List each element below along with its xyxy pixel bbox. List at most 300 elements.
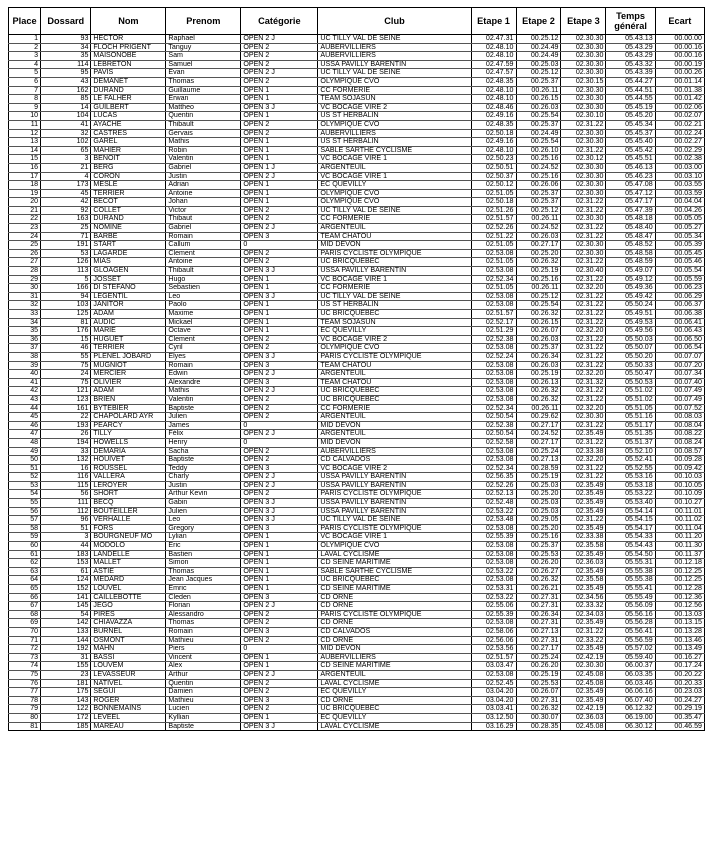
cell-dossard: 65 [41,146,91,155]
table-row [9,370,705,379]
cell-place: 5 [9,69,41,78]
table-row [9,430,705,439]
cell-temps-general: 05.55.38 [606,567,655,576]
table-row [9,542,705,551]
cell-etape-3: 02.31.22 [561,464,606,473]
cell-etape-2: 00.25.03 [516,60,561,69]
cell-club: CD ORNE [318,696,471,705]
cell-etape-1: 02.51.05 [471,284,516,293]
table-row [9,602,705,611]
cell-place: 65 [9,585,41,594]
cell-ecart: 00.06.37 [655,301,704,310]
cell-place: 57 [9,516,41,525]
cell-place: 32 [9,301,41,310]
cell-prenom: Alexandre [166,378,241,387]
cell-etape-1: 02.47.59 [471,60,516,69]
cell-dossard: 75 [41,361,91,370]
cell-temps-general: 05.51.16 [606,413,655,422]
cell-prenom: Antoine [166,189,241,198]
cell-etape-3: 02.31.22 [561,361,606,370]
cell-temps-general: 05.54.17 [606,524,655,533]
cell-nom: CHIAVAZZA [91,619,166,628]
cell-etape-1: 02.52.34 [471,404,516,413]
cell-ecart: 00.06.23 [655,284,704,293]
cell-ecart: 00.20.22 [655,670,704,679]
cell-place: 56 [9,507,41,516]
cell-prenom: Hugo [166,275,241,284]
cell-prenom: Félix [166,430,241,439]
cell-club: TEAM SOJASUN [318,318,471,327]
cell-place: 8 [9,95,41,104]
cell-club: AUBERVILLIERS [318,447,471,456]
cell-place: 70 [9,627,41,636]
cell-place: 2 [9,43,41,52]
cell-categorie: OPEN 3 J [241,292,318,301]
table-row [9,705,705,714]
cell-ecart: 00.05.45 [655,249,704,258]
cell-dossard: 61 [41,567,91,576]
cell-etape-1: 03.12.50 [471,713,516,722]
cell-nom: MARIE [91,327,166,336]
cell-prenom: Valentin [166,155,241,164]
cell-etape-1: 02.51.05 [471,189,516,198]
cell-etape-3: 02.45.08 [561,679,606,688]
cell-categorie: 0 [241,421,318,430]
cell-etape-3: 02.30.30 [561,181,606,190]
cell-categorie: OPEN 2 [241,679,318,688]
cell-dossard: 102 [41,138,91,147]
cell-place: 10 [9,112,41,121]
cell-prenom: Sam [166,52,241,61]
cell-etape-2: 00.26.11 [516,284,561,293]
cell-dossard: 181 [41,679,91,688]
cell-categorie: OPEN 2 J [241,224,318,233]
cell-temps-general: 05.57.02 [606,645,655,654]
cell-etape-1: 02.51.57 [471,653,516,662]
cell-temps-general: 05.56.28 [606,619,655,628]
table-row [9,550,705,559]
cell-nom: MIAS [91,258,166,267]
cell-dossard: 104 [41,112,91,121]
cell-club: PARIS CYCLISTE OLYMPIQUE [318,490,471,499]
cell-etape-3: 02.30.30 [561,43,606,52]
table-row [9,645,705,654]
cell-etape-1: 02.55.06 [471,602,516,611]
table-row [9,129,705,138]
cell-dossard: 162 [41,86,91,95]
cell-temps-general: 05.54.43 [606,542,655,551]
results-sheet [8,7,705,731]
cell-etape-1: 02.51.22 [471,232,516,241]
cell-temps-general: 05.53.40 [606,499,655,508]
cell-prenom: Evan [166,69,241,78]
table-row [9,378,705,387]
table-row [9,679,705,688]
cell-prenom: Edwin [166,370,241,379]
cell-etape-1: 02.53.08 [471,542,516,551]
cell-place: 43 [9,395,41,404]
cell-ecart: 00.02.27 [655,138,704,147]
cell-place: 12 [9,129,41,138]
cell-etape-2: 00.25.19 [516,670,561,679]
cell-etape-3: 02.45.08 [561,722,606,731]
cell-categorie: OPEN 2 J [241,370,318,379]
cell-prenom: Sacha [166,447,241,456]
table-row [9,224,705,233]
cell-etape-1: 02.52.26 [471,224,516,233]
cell-categorie: OPEN 1 [241,146,318,155]
table-row [9,112,705,121]
cell-dossard: 81 [41,318,91,327]
cell-place: 42 [9,387,41,396]
cell-categorie: OPEN 1 [241,138,318,147]
cell-etape-2: 00.25.20 [516,249,561,258]
cell-ecart: 00.05.39 [655,241,704,250]
cell-etape-2: 00.25.37 [516,120,561,129]
cell-etape-2: 00.28.35 [516,722,561,731]
cell-etape-2: 00.25.16 [516,155,561,164]
cell-club: EC QUEVILLY [318,181,471,190]
cell-nom: MUGNIOT [91,361,166,370]
cell-etape-1: 02.50.23 [471,155,516,164]
cell-dossard: 142 [41,619,91,628]
table-row [9,490,705,499]
cell-etape-3: 02.31.22 [561,275,606,284]
cell-categorie: OPEN 2 J [241,481,318,490]
cell-nom: BENOIT [91,155,166,164]
cell-etape-3: 02.30.30 [561,241,606,250]
cell-dossard: 71 [41,232,91,241]
cell-categorie: OPEN 3 J [241,352,318,361]
cell-categorie: OPEN 1 [241,542,318,551]
cell-place: 7 [9,86,41,95]
cell-categorie: OPEN 2 J [241,387,318,396]
cell-etape-1: 02.53.08 [471,267,516,276]
cell-nom: BOUTEILLER [91,507,166,516]
cell-etape-2: 00.25.37 [516,344,561,353]
cell-nom: VALLERA [91,473,166,482]
cell-dossard: 141 [41,593,91,602]
cell-etape-1: 02.48.10 [471,95,516,104]
cell-temps-general: 05.56.41 [606,627,655,636]
cell-prenom: Arthur [166,670,241,679]
cell-prenom: Victor [166,206,241,215]
cell-prenom: Adrian [166,181,241,190]
cell-etape-1: 02.53.08 [471,378,516,387]
cell-dossard: 103 [41,301,91,310]
cell-dossard: 24 [41,370,91,379]
cell-temps-general: 05.48.47 [606,232,655,241]
cell-nom: CHAPOLARD AYR [91,413,166,422]
cell-nom: GUILBERT [91,103,166,112]
cell-etape-2: 00.26.15 [516,318,561,327]
cell-etape-3: 02.30.30 [561,413,606,422]
cell-etape-3: 02.31.22 [561,224,606,233]
cell-prenom: Sebastien [166,284,241,293]
cell-temps-general: 05.50.47 [606,370,655,379]
cell-club: UC BRICQUEBEC [318,705,471,714]
cell-club: LAVAL CYCLISME [318,722,471,731]
cell-ecart: 00.08.04 [655,421,704,430]
cell-nom: OSMONT [91,636,166,645]
cell-place: 4 [9,60,41,69]
cell-ecart: 00.09.28 [655,456,704,465]
cell-place: 75 [9,670,41,679]
cell-ecart: 00.13.46 [655,636,704,645]
table-row [9,559,705,568]
cell-categorie: 0 [241,645,318,654]
cell-etape-3: 02.30.30 [561,103,606,112]
cell-nom: MODOLO [91,542,166,551]
cell-categorie: OPEN 1 [241,301,318,310]
cell-etape-1: 02.53.08 [471,370,516,379]
cell-etape-3: 02.31.32 [561,378,606,387]
cell-etape-3: 02.31.22 [561,421,606,430]
cell-nom: LE FALHER [91,95,166,104]
cell-nom: LAGARDE [91,249,166,258]
cell-prenom: Florian [166,602,241,611]
cell-nom: BECQ [91,499,166,508]
cell-prenom: Gabriel [166,224,241,233]
cell-dossard: 161 [41,404,91,413]
cell-place: 60 [9,542,41,551]
cell-ecart: 00.02.06 [655,103,704,112]
cell-etape-3: 02.31.22 [561,206,606,215]
cell-etape-3: 02.35.49 [561,619,606,628]
cell-etape-1: 02.52.34 [471,464,516,473]
table-row [9,215,705,224]
cell-etape-3: 02.31.22 [561,516,606,525]
cell-etape-3: 02.31.22 [561,301,606,310]
cell-place: 23 [9,224,41,233]
table-row [9,275,705,284]
cell-club: UC TILLY VAL DE SEINE [318,516,471,525]
cell-nom: MAISONOBE [91,52,166,61]
cell-etape-2: 00.27.31 [516,696,561,705]
cell-dossard: 172 [41,713,91,722]
cell-temps-general: 05.53.22 [606,490,655,499]
cell-etape-1: 02.53.08 [471,550,516,559]
cell-place: 76 [9,679,41,688]
cell-temps-general: 05.47.12 [606,189,655,198]
cell-etape-3: 02.35.49 [561,499,606,508]
cell-nom: DEMARIA [91,447,166,456]
cell-temps-general: 06.03.35 [606,670,655,679]
cell-etape-3: 02.35.49 [561,567,606,576]
cell-prenom: Paolo [166,301,241,310]
table-row [9,696,705,705]
cell-etape-3: 02.30.30 [561,662,606,671]
cell-etape-3: 02.31.22 [561,310,606,319]
cell-temps-general: 05.43.29 [606,43,655,52]
cell-place: 38 [9,352,41,361]
cell-etape-1: 02.48.10 [471,52,516,61]
table-row [9,120,705,129]
cell-ecart: 00.03.00 [655,163,704,172]
cell-nom: HOWELLS [91,438,166,447]
cell-place: 77 [9,688,41,697]
cell-categorie: OPEN 2 [241,636,318,645]
cell-nom: START [91,241,166,250]
cell-place: 34 [9,318,41,327]
table-row [9,516,705,525]
cell-place: 66 [9,593,41,602]
table-row [9,662,705,671]
cell-categorie: OPEN 2 [241,215,318,224]
table-row [9,387,705,396]
table-row [9,198,705,207]
cell-temps-general: 05.48.40 [606,224,655,233]
cell-temps-general: 05.45.42 [606,146,655,155]
table-row [9,567,705,576]
cell-dossard: 111 [41,499,91,508]
cell-dossard: 145 [41,602,91,611]
cell-etape-2: 00.27.31 [516,619,561,628]
cell-temps-general: 05.52.10 [606,447,655,456]
cell-etape-1: 02.52.13 [471,490,516,499]
cell-categorie: OPEN 2 [241,258,318,267]
cell-etape-2: 00.25.54 [516,301,561,310]
cell-nom: PIRES [91,610,166,619]
cell-categorie: OPEN 1 [241,576,318,585]
cell-nom: BARBE [91,232,166,241]
cell-dossard: 132 [41,456,91,465]
cell-dossard: 122 [41,705,91,714]
cell-nom: AYACHE [91,120,166,129]
cell-etape-2: 00.26.13 [516,378,561,387]
cell-categorie: OPEN 2 [241,688,318,697]
table-row [9,241,705,250]
cell-dossard: 51 [41,524,91,533]
cell-etape-3: 02.35.58 [561,542,606,551]
cell-nom: HUGUET [91,335,166,344]
cell-etape-1: 03.04.20 [471,688,516,697]
cell-dossard: 121 [41,387,91,396]
table-row [9,688,705,697]
cell-nom: TERRIER [91,189,166,198]
cell-etape-3: 02.31.22 [561,335,606,344]
cell-etape-3: 02.42.19 [561,705,606,714]
cell-categorie: OPEN 1 [241,112,318,121]
cell-ecart: 00.06.29 [655,292,704,301]
cell-etape-1: 02.53.22 [471,567,516,576]
cell-etape-2: 00.26.21 [516,585,561,594]
cell-etape-2: 00.25.12 [516,35,561,44]
cell-prenom: Arthur Kevin [166,490,241,499]
cell-categorie: OPEN 2 [241,610,318,619]
cell-club: MID DEVON [318,645,471,654]
cell-ecart: 00.07.49 [655,395,704,404]
cell-temps-general: 05.55.38 [606,576,655,585]
cell-place: 47 [9,430,41,439]
cell-ecart: 00.02.24 [655,129,704,138]
table-row [9,249,705,258]
cell-place: 72 [9,645,41,654]
cell-place: 79 [9,705,41,714]
table-row [9,181,705,190]
cell-place: 19 [9,189,41,198]
cell-temps-general: 05.49.36 [606,284,655,293]
cell-place: 13 [9,138,41,147]
cell-etape-1: 02.53.08 [471,456,516,465]
cell-temps-general: 05.44.55 [606,95,655,104]
table-row [9,619,705,628]
cell-etape-2: 00.27.31 [516,602,561,611]
cell-ecart: 00.24.27 [655,696,704,705]
cell-temps-general: 05.45.34 [606,120,655,129]
cell-nom: LEBRETON [91,60,166,69]
cell-dossard: 185 [41,722,91,731]
cell-etape-1: 03.16.29 [471,722,516,731]
cell-temps-general: 05.49.42 [606,292,655,301]
cell-place: 46 [9,421,41,430]
cell-club: VC BOCAGE VIRE 1 [318,155,471,164]
cell-prenom: Raphael [166,35,241,44]
cell-prenom: Gervais [166,129,241,138]
cell-etape-2: 00.25.12 [516,69,561,78]
cell-place: 68 [9,610,41,619]
cell-nom: SEGUI [91,688,166,697]
cell-club: SABLE SARTHE CYCLISME [318,146,471,155]
cell-place: 81 [9,722,41,731]
cell-place: 45 [9,413,41,422]
cell-etape-3: 02.35.49 [561,481,606,490]
cell-prenom: Baptiste [166,722,241,731]
cell-club: TEAM CHATOU [318,232,471,241]
cell-place: 35 [9,327,41,336]
header-club: Club [318,8,471,35]
cell-club: OLYMPIQUE CVO [318,77,471,86]
table-row [9,456,705,465]
cell-prenom: Tanguy [166,43,241,52]
cell-nom: NOMINE [91,224,166,233]
cell-etape-2: 00.26.32 [516,576,561,585]
cell-prenom: Samuel [166,60,241,69]
cell-etape-3: 02.31.22 [561,438,606,447]
cell-club: ARGENTEUIL [318,430,471,439]
table-row [9,69,705,78]
cell-etape-2: 00.26.32 [516,310,561,319]
cell-place: 39 [9,361,41,370]
cell-nom: GLOAGEN [91,267,166,276]
header-place: Place [9,8,41,35]
cell-dossard: 144 [41,636,91,645]
cell-ecart: 00.10.03 [655,473,704,482]
cell-prenom: Baptiste [166,404,241,413]
cell-etape-2: 00.24.49 [516,52,561,61]
table-row [9,155,705,164]
header-dossard: Dossard [41,8,91,35]
cell-temps-general: 05.55.49 [606,593,655,602]
cell-prenom: Alex [166,662,241,671]
cell-nom: LANDELLE [91,550,166,559]
cell-temps-general: 05.51.35 [606,430,655,439]
cell-dossard: 93 [41,35,91,44]
cell-prenom: Octave [166,327,241,336]
cell-dossard: 42 [41,198,91,207]
cell-nom: JOSSET [91,275,166,284]
cell-temps-general: 05.50.07 [606,344,655,353]
table-row [9,507,705,516]
table-row [9,722,705,731]
cell-dossard: 183 [41,550,91,559]
cell-temps-general: 06.00.37 [606,662,655,671]
cell-etape-1: 02.53.22 [471,593,516,602]
cell-nom: GAREL [91,138,166,147]
cell-etape-3: 02.32.20 [561,404,606,413]
cell-place: 44 [9,404,41,413]
cell-place: 33 [9,310,41,319]
